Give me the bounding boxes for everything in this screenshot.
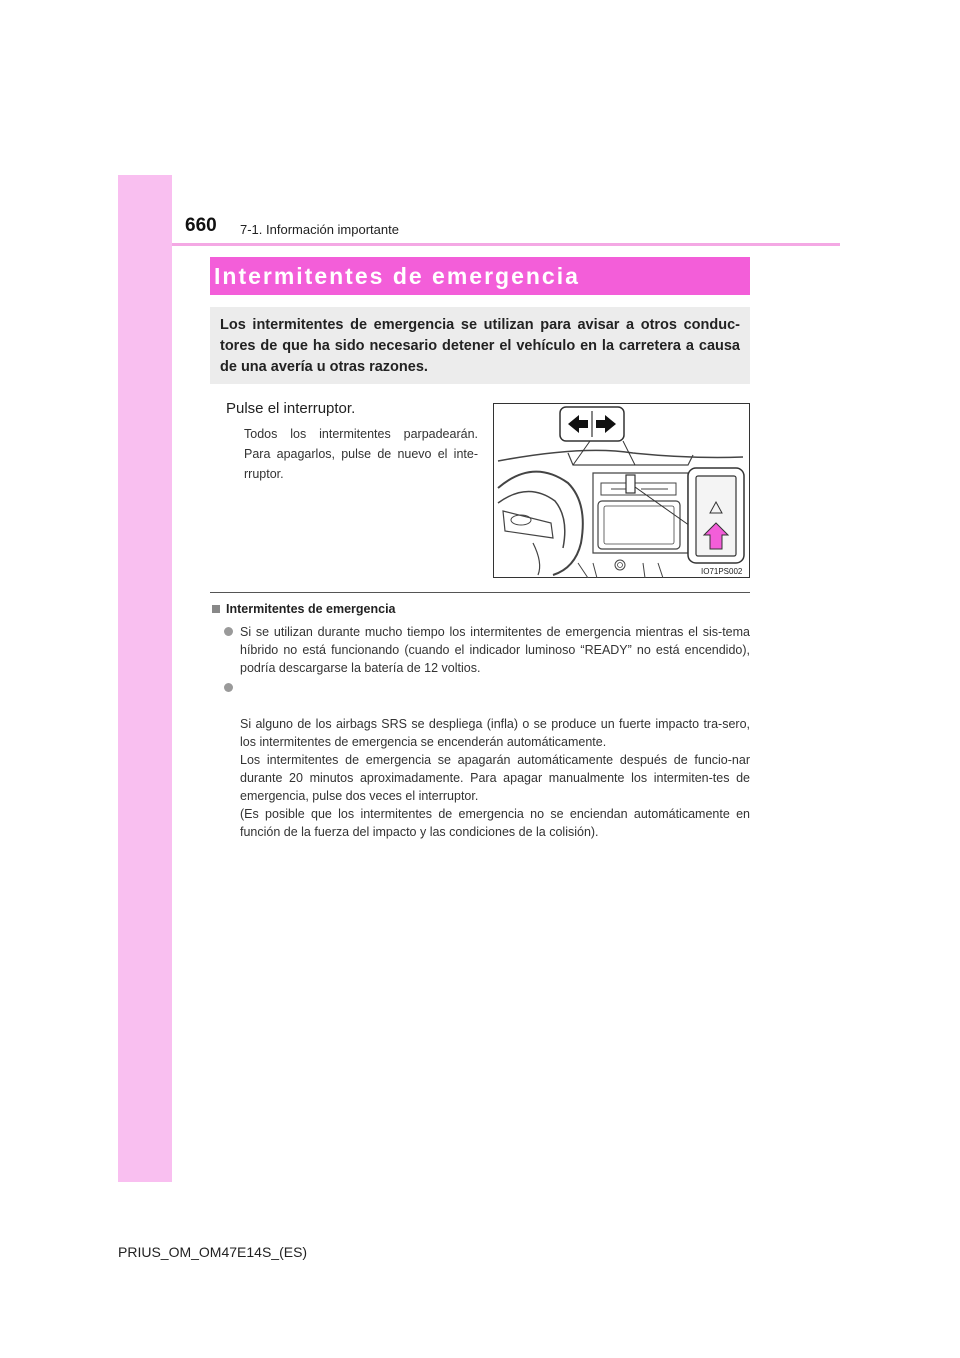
note-text: Si se utilizan durante mucho tiempo los intermitentes de emergencia mientras el sis-tema híbrido no está funcionando (cuando el indicador luminoso “READY” no está encendido), podría descargarse la batería de 12 voltios. — [240, 625, 750, 675]
side-tab — [118, 175, 172, 1182]
step-description: Todos los intermitentes parpadearán. Para apagarlos, pulse de nuevo el inte-rruptor. — [244, 427, 478, 481]
intro-text: Los intermitentes de emergencia se utilizan para avisar a otros conduc-tores de que ha sido necesario detener el vehículo en la carretera a causa de una avería u otras razones. — [220, 317, 740, 375]
hazard-switch-callout — [688, 468, 744, 563]
page-number: 660 — [185, 215, 217, 236]
dashboard-figure — [493, 403, 750, 578]
header-rule — [172, 243, 840, 246]
bullet-dot-icon — [224, 627, 233, 636]
step-label: Pulse el interruptor. — [226, 400, 356, 417]
turn-signal-indicator — [560, 407, 624, 441]
page-title: Intermitentes de emergencia — [214, 263, 580, 289]
bullet-dot-icon — [224, 683, 233, 692]
note-item — [224, 623, 750, 677]
figure-code: IO71PS002 — [701, 567, 743, 576]
notes-heading-text: Intermitentes de emergencia — [226, 602, 396, 616]
section-title: 7-1. Información importante — [240, 222, 399, 237]
notes-rule — [210, 592, 750, 593]
intro-box — [210, 307, 750, 384]
square-bullet-icon — [212, 605, 220, 613]
note-item — [224, 679, 750, 859]
footer-code: PRIUS_OM_OM47E14S_(ES) — [118, 1244, 308, 1260]
notes-heading — [212, 602, 396, 616]
note-text: Si alguno de los airbags SRS se despliega (infla) o se produce un fuerte impacto tra-sero, los intermitentes de emergencia se encenderán automáticamente. Los intermitentes de emergencia se apagarán automáticamente después de funcio-nar durante 20 minutos aproximadamente. Para apagar manualmente los intermiten-tes de emergencia, pulse dos veces el interruptor. (Es posible que los intermitentes de emergencia no se enciendan automáticamente en función de la fuerza del impacto y las condiciones de la colisión). — [240, 717, 750, 839]
